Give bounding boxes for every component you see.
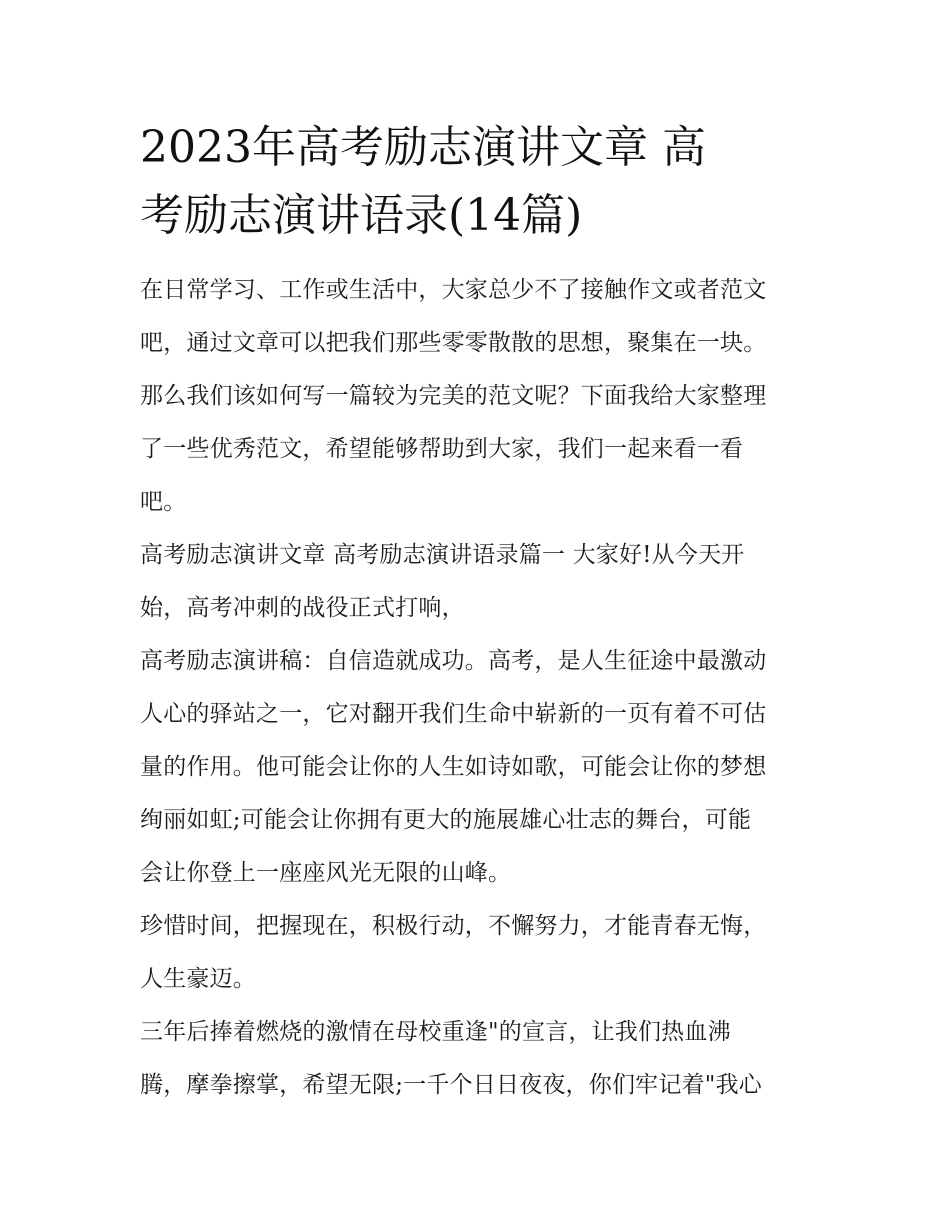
title-line-2: 考励志演讲语录(14篇) xyxy=(140,190,583,241)
title-line-1: 2023年高考励志演讲文章 高 xyxy=(140,122,706,173)
body-line: 人心的驿站之一，它对翻开我们生命中崭新的一页有着不可估 xyxy=(140,701,767,727)
body-line: 高考励志演讲稿：自信造就成功。高考，是人生征途中最激动 xyxy=(140,648,767,674)
body-line: 会让你登上一座座风光无限的山峰。 xyxy=(140,860,512,886)
body-line: 那么我们该如何写一篇较为完美的范文呢？下面我给大家整理 xyxy=(140,383,767,409)
document-content xyxy=(140,118,820,1112)
body-line: 吧，通过文章可以把我们那些零零散散的思想，聚集在一块。 xyxy=(140,330,767,356)
body-line: 始，高考冲刺的战役正式打响， xyxy=(140,595,465,621)
body-line: 高考励志演讲文章 高考励志演讲语录篇一 大家好!从今天开 xyxy=(140,542,745,568)
body-line: 吧。 xyxy=(140,489,187,515)
body-line: 量的作用。他可能会让你的人生如诗如歌，可能会让你的梦想 xyxy=(140,754,767,780)
body-line: 人生豪迈。 xyxy=(140,966,256,992)
body-line: 珍惜时间，把握现在，积极行动，不懈努力，才能青春无悔， xyxy=(140,913,767,939)
body-line: 在日常学习、工作或生活中，大家总少不了接触作文或者范文 xyxy=(140,277,767,303)
body-line: 了一些优秀范文，希望能够帮助到大家，我们一起来看一看 xyxy=(140,436,744,462)
document-body xyxy=(140,264,820,1112)
body-line: 腾，摩拳擦掌，希望无限;一千个日日夜夜，你们牢记着"我心 xyxy=(140,1072,762,1098)
body-line: 绚丽如虹;可能会让你拥有更大的施展雄心壮志的舞台，可能 xyxy=(140,807,752,833)
body-line: 三年后捧着燃烧的激情在母校重逢"的宣言，让我们热血沸 xyxy=(140,1019,731,1045)
